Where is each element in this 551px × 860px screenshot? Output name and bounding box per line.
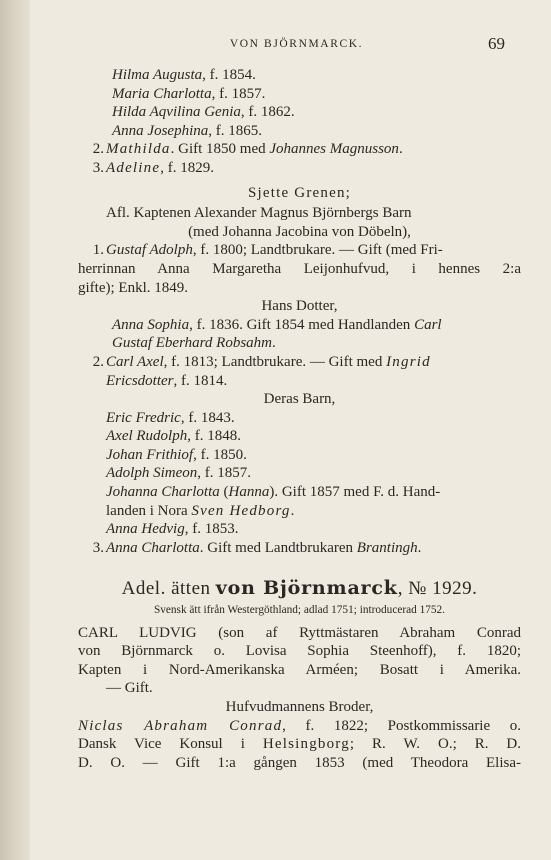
family-title: Adel. ätten von Björnmarck, № 1929. <box>121 577 478 600</box>
entry-line: Anna Hedvig, f. 1853. <box>106 521 239 538</box>
family-subtitle: Svensk ätt ifrån Westergöthland; adlad 1751; introducerad 1752. <box>153 604 446 617</box>
entry-line: Axel Rudolph, f. 1848. <box>106 428 241 445</box>
entry-line: CARL LUDVIG (son af Ryttmästaren Abraham Conrad <box>78 624 521 641</box>
lineage-line: Afl. Kaptenen Alexander Magnus Björnbergs Barn <box>106 205 412 222</box>
entry-line: 3. Adeline, f. 1829. <box>92 159 214 176</box>
entry-line: Anna Josephina, f. 1865. <box>112 122 262 139</box>
subheading: Hufvudmannens Broder, <box>225 699 374 715</box>
entry-line: Eric Fredric, f. 1843. <box>106 409 235 426</box>
section-heading: Sjette Grenen; <box>247 184 352 201</box>
entry-line: Hilda Aqvilina Genia, f. 1862. <box>112 104 295 121</box>
entry-line: 3. Anna Charlotta. Gift med Landtbrukaren Brantingh. <box>92 539 422 556</box>
entry-line: 2. Carl Axel, f. 1813; Landtbrukare. — Gift med Ingrid <box>92 353 431 370</box>
subheading: Hans Dotter, <box>261 298 338 315</box>
entry-line: Niclas Abraham Conrad, f. 1822; Postkommissarie o. <box>78 717 521 734</box>
entry-line: Kapten i Nord-Amerikanska Arméen; Bosatt i Amerika. <box>78 661 521 678</box>
book-spine-shadow <box>0 0 30 860</box>
page-header <box>30 34 551 56</box>
subheading: Deras Barn, <box>263 391 336 408</box>
entry-line: Maria Charlotta, f. 1857. <box>112 85 266 102</box>
entry-line: Gustaf Eberhard Robsahm. <box>112 335 276 352</box>
entry-line: D. O. — Gift 1:a gången 1853 (med Theodora Elisa- <box>78 754 521 771</box>
page-number: 69 <box>488 34 505 53</box>
entry-line: Hilma Augusta, f. 1854. <box>112 67 256 83</box>
entry-line: herrinnan Anna Margaretha Leijonhufvud, i hennes 2:a <box>78 260 521 277</box>
entry-line: Ericsdotter, f. 1814. <box>106 372 228 389</box>
running-title: VON BJÖRNMARCK. <box>229 38 364 50</box>
entry-line: Adolph Simeon, f. 1857. <box>106 465 251 482</box>
entry-line: 1. Gustaf Adolph, f. 1800; Landtbrukare. — Gift (med Fri- <box>92 242 443 259</box>
book-page <box>30 0 551 860</box>
entry-line: landen i Nora Sven Hedborg. <box>106 502 295 519</box>
page-body <box>78 66 521 772</box>
entry-line: Johan Frithiof, f. 1850. <box>106 446 247 463</box>
entry-line: Johanna Charlotta (Hanna). Gift 1857 med F. d. Hand- <box>106 484 441 501</box>
entry-line: gifte); Enkl. 1849. <box>78 279 188 296</box>
entry-line: Dansk Vice Konsul i Helsingborg; R. W. O.; R. D. <box>78 736 521 753</box>
lineage-line: (med Johanna Jacobina von Döbeln), <box>188 223 411 240</box>
entry-line: — Gift. <box>106 680 153 697</box>
entry-line: 2. Mathilda. Gift 1850 med Johannes Magnusson. <box>92 141 403 158</box>
entry-line: von Björnmarck o. Lovisa Sophia Steenhoff), f. 1820; <box>78 643 521 660</box>
entry-line: Anna Sophia, f. 1836. Gift 1854 med Handlanden Carl <box>112 316 442 333</box>
